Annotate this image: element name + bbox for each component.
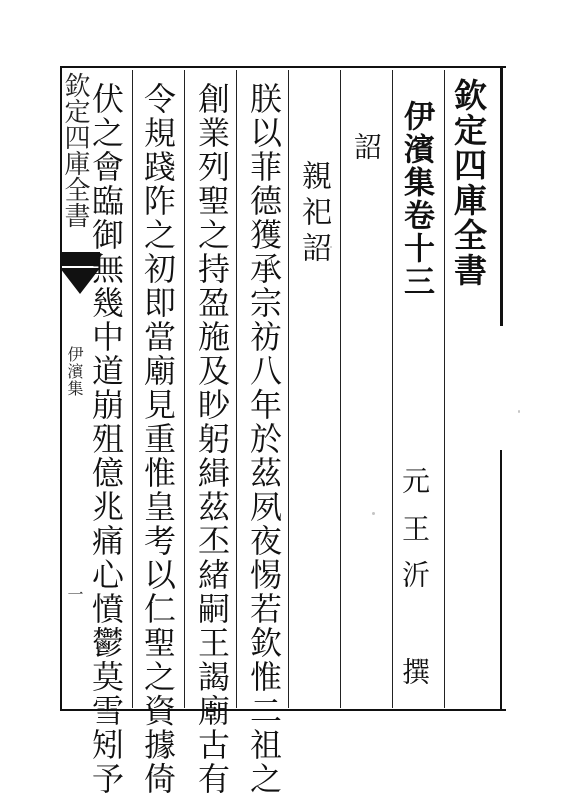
- column-divider: [132, 70, 133, 708]
- column-divider: [184, 70, 185, 708]
- column-divider: [288, 70, 289, 708]
- frame-top-rule: [60, 66, 506, 68]
- genre-heading: 詔: [350, 132, 383, 162]
- page-number: 一: [65, 586, 84, 604]
- book-title: 伊濱集卷十三: [398, 100, 434, 298]
- frame-right-rule-lower: [500, 450, 502, 710]
- dynasty-label: 元: [398, 466, 431, 496]
- column-divider: [444, 70, 445, 708]
- body-column: 伏之會臨御無幾中道崩殂億兆痛心憤鬱莫雪矧予: [87, 82, 125, 796]
- frame-bottom-rule: [60, 709, 506, 711]
- paper-speck: [330, 246, 332, 248]
- column-divider: [236, 70, 237, 708]
- library-title: 欽定四庫全書: [449, 78, 488, 288]
- column-divider: [340, 70, 341, 708]
- fore-edge-library-label: 欽定四庫全書: [60, 72, 90, 228]
- paper-speck: [372, 512, 375, 515]
- author-credit: 王沂 撰: [398, 514, 431, 703]
- body-column: 創業列聖之持盈施及眇躬緝茲丕緒嗣王謁廟古有: [193, 82, 231, 796]
- column-divider: [392, 70, 393, 708]
- body-column: 朕以菲德獲承宗祊八年於茲夙夜惕若欽惟二祖之: [245, 82, 283, 796]
- paper-speck: [518, 410, 520, 413]
- frame-right-rule: [500, 66, 503, 326]
- body-column: 令規踐阼之初即當廟見重惟皇考以仁聖之資據倚: [139, 82, 177, 796]
- fore-edge-book-label: 伊濱集: [65, 346, 84, 397]
- piece-title: 親祀詔: [296, 160, 331, 268]
